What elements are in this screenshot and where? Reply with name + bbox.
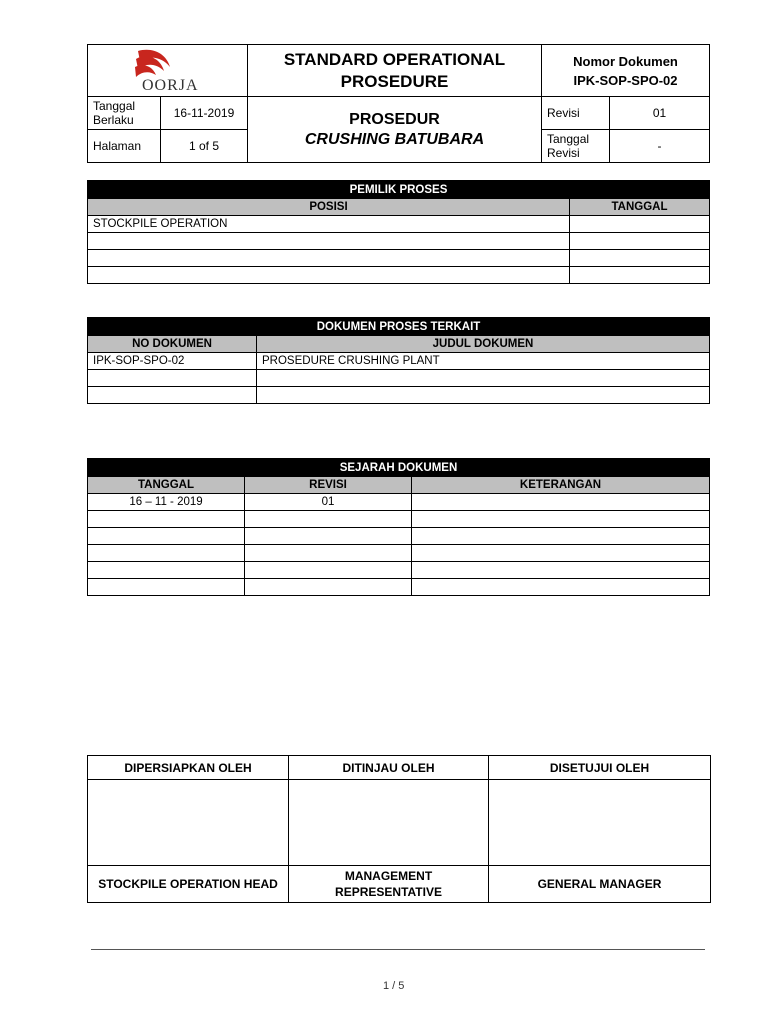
page-number: 1 / 5 — [383, 980, 405, 992]
revisi-value: 01 — [610, 97, 710, 130]
table-row — [88, 545, 710, 562]
halaman-value: 1 of 5 — [161, 130, 248, 163]
table-cell: 01 — [245, 494, 412, 511]
table-cell: IPK-SOP-SPO-02 — [88, 353, 257, 370]
table-row — [88, 216, 710, 233]
table-cell — [412, 579, 710, 596]
table-cell — [257, 387, 710, 404]
table-cell — [412, 562, 710, 579]
table-cell — [245, 562, 412, 579]
table-cell — [88, 267, 570, 284]
column-header: TANGGAL — [570, 199, 710, 216]
table-cell — [88, 250, 570, 267]
table-row — [88, 233, 710, 250]
disetujui-header: DISETUJUI OLEH — [489, 756, 711, 780]
table-cell — [412, 511, 710, 528]
table-cell: PROSEDURE CRUSHING PLANT — [257, 353, 710, 370]
tanggal-berlaku-label: Tanggal Berlaku — [88, 97, 161, 130]
table-cell — [570, 216, 710, 233]
table-cell — [412, 528, 710, 545]
oorja-logo-icon — [108, 45, 228, 93]
table-cell — [412, 545, 710, 562]
dokumen-terkait-title: DOKUMEN PROSES TERKAIT — [88, 318, 710, 336]
procedure-title-line1: PROSEDUR — [349, 110, 440, 128]
revisi-label: Revisi — [542, 97, 610, 130]
tanggal-revisi-value: - — [610, 130, 710, 163]
table-row — [88, 562, 710, 579]
table-cell: 16 – 11 - 2019 — [88, 494, 245, 511]
document-header — [87, 44, 710, 163]
table-row — [88, 250, 710, 267]
document-title: STANDARD OPERATIONAL PROSEDURE — [248, 45, 542, 97]
table-cell — [245, 528, 412, 545]
pemilik-proses-table — [87, 180, 710, 284]
signature-box — [489, 780, 711, 866]
nomor-label: Nomor Dokumen — [573, 53, 678, 69]
role-general-manager: GENERAL MANAGER — [489, 866, 711, 903]
signature-table — [87, 755, 711, 903]
dipersiapkan-header: DIPERSIAPKAN OLEH — [88, 756, 289, 780]
table-cell — [88, 579, 245, 596]
table-cell — [88, 387, 257, 404]
column-header: TANGGAL — [88, 477, 245, 494]
table-cell — [245, 579, 412, 596]
svg-text:OORJA: OORJA — [141, 77, 199, 93]
role-management-rep: MANAGEMENT REPRESENTATIVE — [289, 866, 489, 903]
table-cell — [88, 370, 257, 387]
dokumen-terkait-table — [87, 317, 710, 404]
sejarah-dokumen-table — [87, 458, 710, 596]
sejarah-title: SEJARAH DOKUMEN — [88, 459, 710, 477]
nomor-value: IPK-SOP-SPO-02 — [573, 72, 678, 88]
table-cell — [88, 511, 245, 528]
table-cell — [570, 233, 710, 250]
table-row — [88, 494, 710, 511]
table-cell — [88, 233, 570, 250]
table-row — [88, 370, 710, 387]
table-cell — [88, 562, 245, 579]
table-cell — [412, 494, 710, 511]
table-cell: STOCKPILE OPERATION — [88, 216, 570, 233]
tanggal-revisi-label: Tanggal Revisi — [542, 130, 610, 163]
tanggal-berlaku-value: 16-11-2019 — [161, 97, 248, 130]
procedure-title-line2: CRUSHING BATUBARA — [304, 130, 485, 148]
table-cell — [570, 267, 710, 284]
column-header: REVISI — [245, 477, 412, 494]
table-row — [88, 387, 710, 404]
table-row — [88, 267, 710, 284]
signature-box — [289, 780, 489, 866]
table-cell — [257, 370, 710, 387]
table-row — [88, 511, 710, 528]
nomor-dokumen — [542, 45, 710, 97]
pemilik-proses-title: PEMILIK PROSES — [88, 181, 710, 199]
role-stockpile-head: STOCKPILE OPERATION HEAD — [88, 866, 289, 903]
column-header: NO DOKUMEN — [88, 336, 257, 353]
halaman-label: Halaman — [88, 130, 161, 163]
column-header: POSISI — [88, 199, 570, 216]
company-logo — [88, 45, 248, 97]
footer-divider — [91, 949, 705, 950]
table-row — [88, 353, 710, 370]
table-cell — [570, 250, 710, 267]
ditinjau-header: DITINJAU OLEH — [289, 756, 489, 780]
table-row — [88, 579, 710, 596]
column-header: JUDUL DOKUMEN — [257, 336, 710, 353]
table-cell — [245, 545, 412, 562]
table-row — [88, 528, 710, 545]
table-cell — [88, 528, 245, 545]
column-header: KETERANGAN — [412, 477, 710, 494]
signature-box — [88, 780, 289, 866]
table-cell — [88, 545, 245, 562]
table-cell — [245, 511, 412, 528]
procedure-title — [248, 97, 542, 163]
